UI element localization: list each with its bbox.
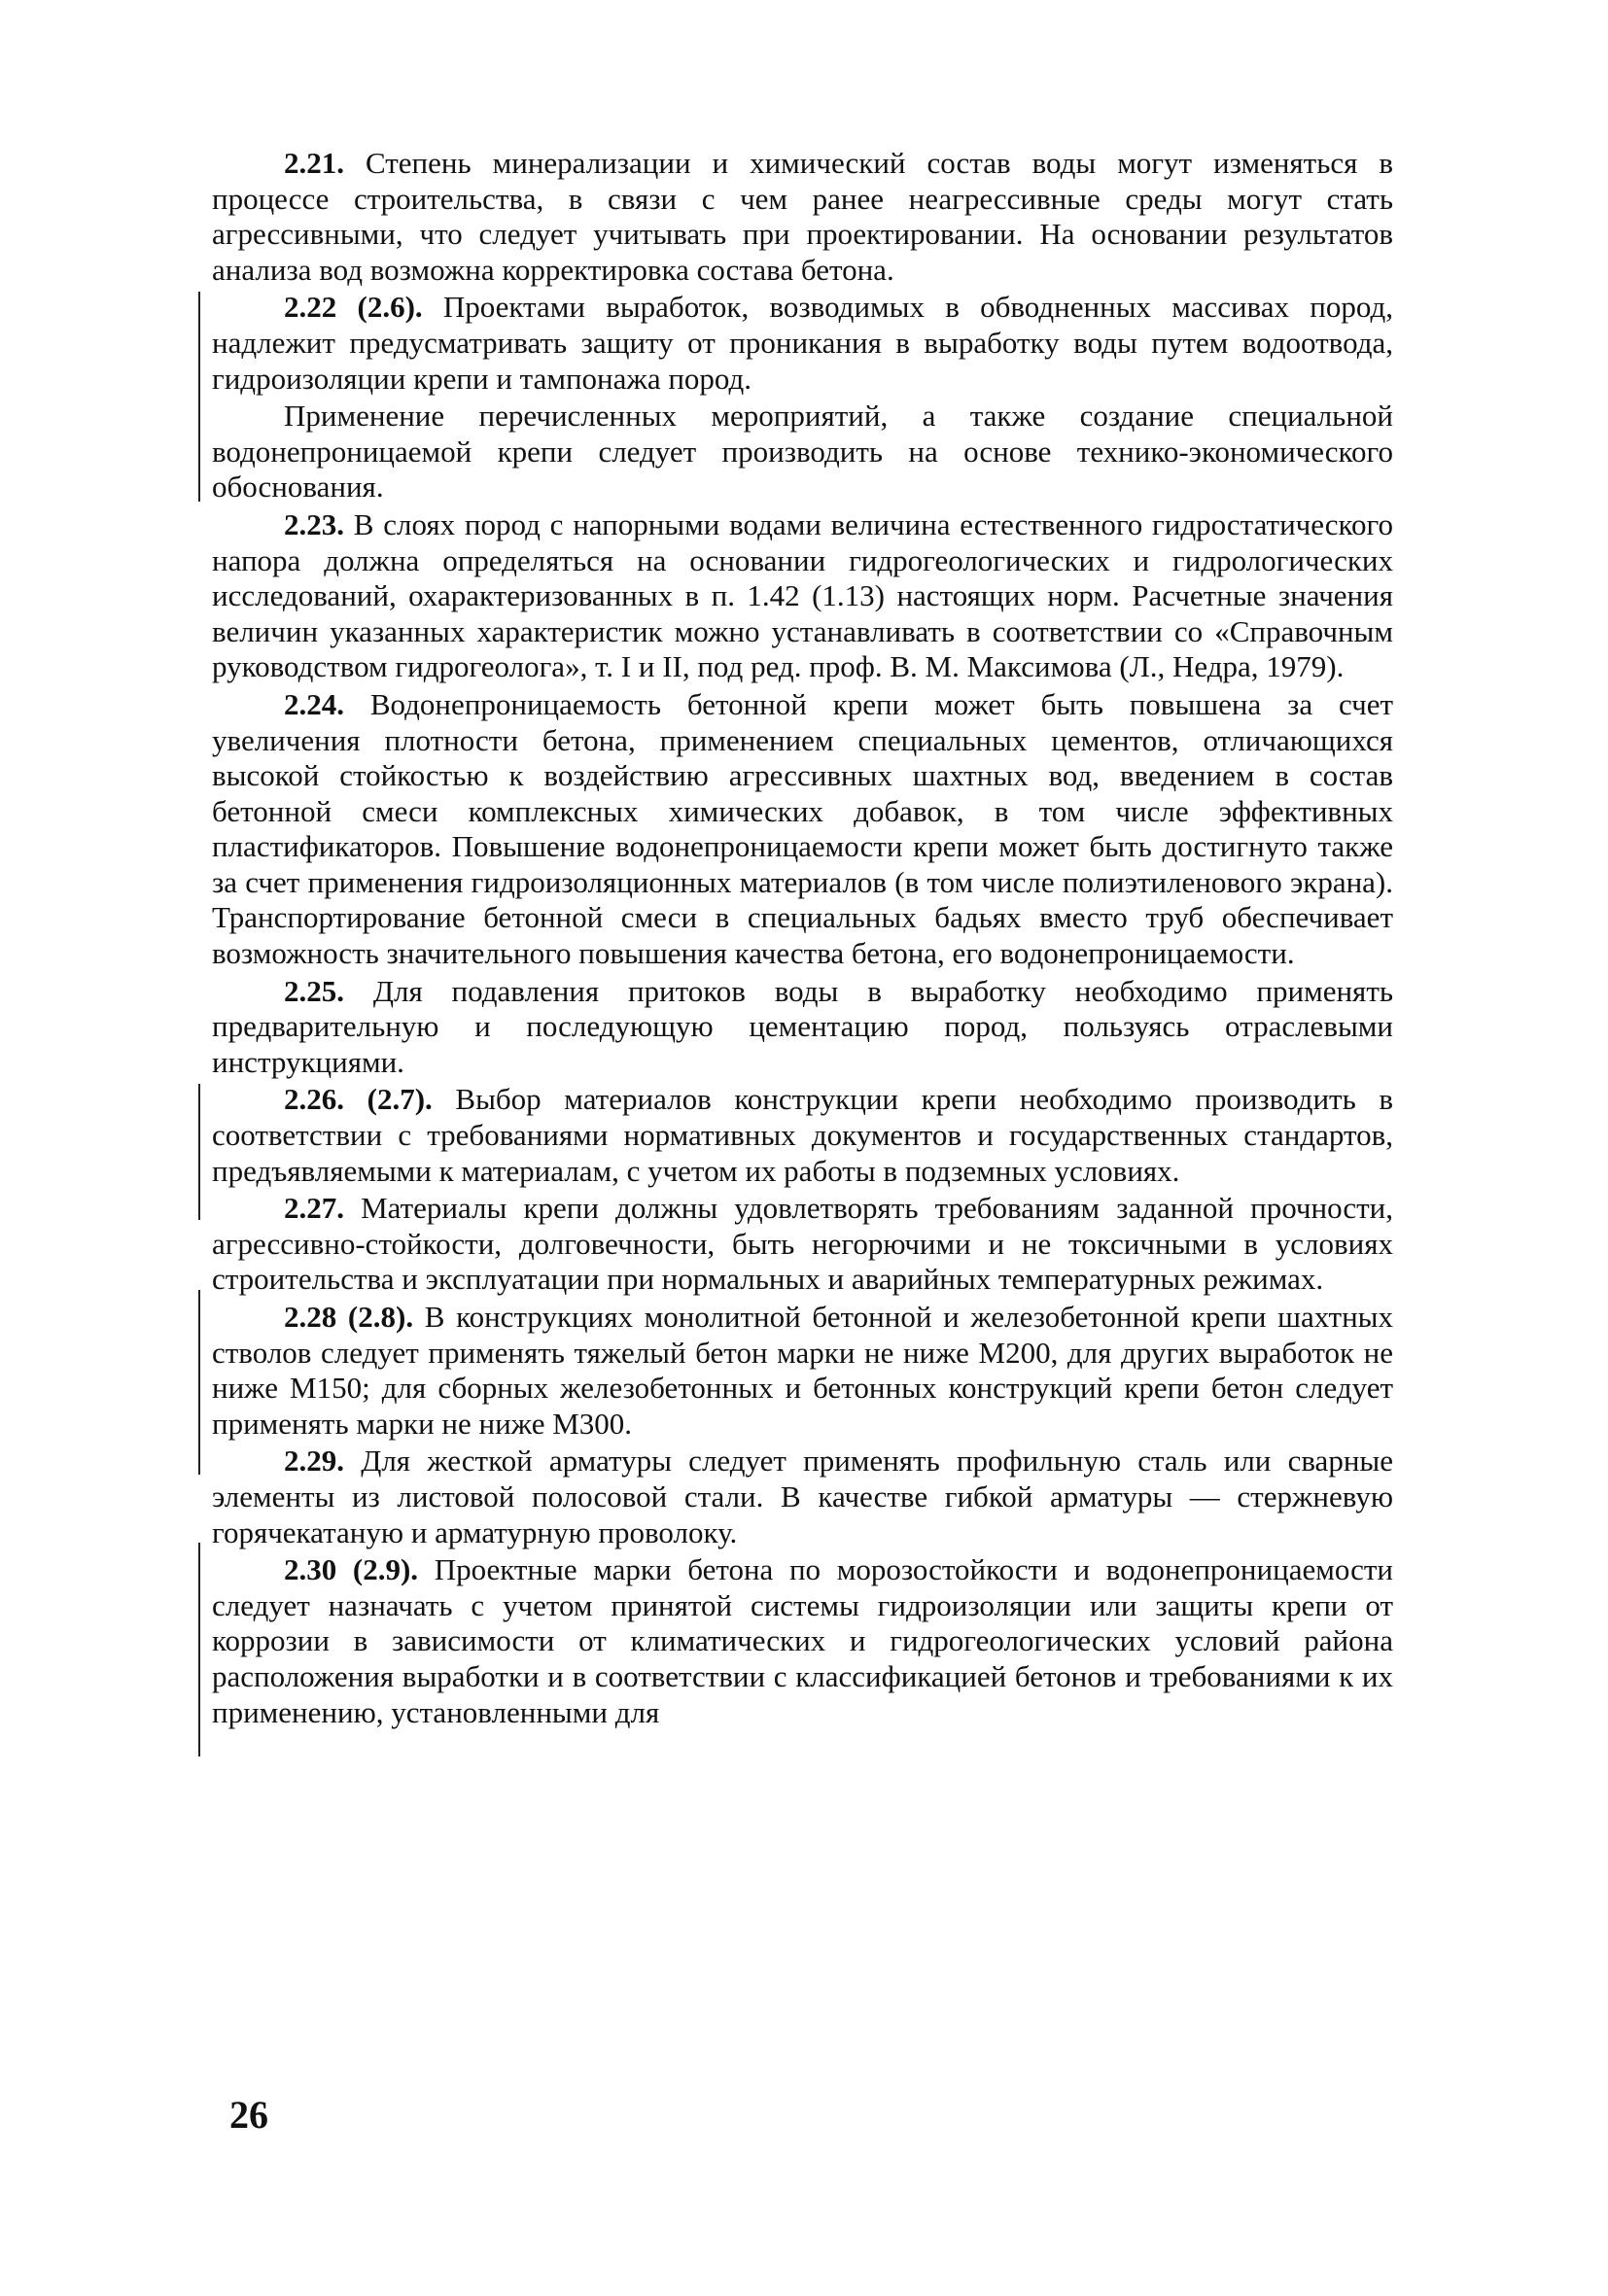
paragraph-number: 2.27. <box>284 1191 344 1226</box>
revision-bar <box>198 1084 200 1220</box>
paragraph-2-21 <box>212 146 1393 288</box>
paragraph-2-27 <box>212 1191 1393 1298</box>
paragraph-text: Применение перечисленных мероприятий, а также создание специальной водонепроницаемой крепи следует производить на основе технико-экономического обоснования. <box>212 399 1393 504</box>
paragraph-text: Для жесткой арматуры следует применять профильную сталь или сварные элементы из листовой полосовой стали. В качестве гибкой арматуры — стержневую горячекатаную и арматурную проволоку. <box>212 1444 1393 1549</box>
paragraph-number: 2.23. <box>284 506 344 541</box>
paragraph-2-30 <box>212 1552 1393 1730</box>
revision-bar <box>198 1543 200 1757</box>
paragraph-2-22-continuation <box>212 399 1393 505</box>
paragraph-number: 2.30 (2.9). <box>284 1552 419 1587</box>
paragraph-2-26 <box>212 1082 1393 1189</box>
paragraph-2-29 <box>212 1444 1393 1550</box>
paragraph-text: Материалы крепи должны удовлетворять требованиям заданной прочности, агрессивно-стойкости, долговечности, быть негорючими и не токсичными в условиях строительства и эксплуатации при нормальных и аварийных температурных режимах. <box>212 1191 1393 1297</box>
paragraph-number: 2.24. <box>284 686 344 721</box>
paragraph-2-23 <box>212 507 1393 685</box>
revision-bar <box>198 399 200 502</box>
paragraph-text: Проектами выработок, возводимых в обводненных массивах пород, надлежит предусматривать защиту от проникания в выработку воды путем водоотвода, гидроизоляции крепи и тампонажа пород. <box>212 290 1393 396</box>
body-text <box>212 146 1393 1732</box>
paragraph-text: В слоях пород с напорными водами величина естественного гидростатического напора должна определяться на основании гидрогеологических и гидрологических исследований, охарактеризованных в п. 1.42 (1.13) настоящих норм. Расчетные значения величин указанных характеристик можно устанавливать в соответствии со «Справочным руководством гидрогеолога», т. I и II, под ред. проф. В. М. Максимова (Л., Недра, 1979). <box>212 506 1393 684</box>
paragraph-number: 2.21. <box>284 146 344 180</box>
paragraph-number: 2.28 (2.8). <box>284 1300 414 1334</box>
paragraph-number: 2.29. <box>284 1444 344 1478</box>
paragraph-2-28 <box>212 1300 1393 1442</box>
revision-bar <box>198 1290 200 1475</box>
paragraph-number: 2.25. <box>284 973 344 1008</box>
paragraph-2-24 <box>212 687 1393 972</box>
paragraph-text: Степень минерализации и химический состав воды могут изменяться в процессе строительства, в связи с чем ранее неагрессивные среды могут стать агрессивными, что следует учитывать при проектировании. На основании результатов анализа вод возможна корректировка состава бетона. <box>212 146 1393 287</box>
page-number: 26 <box>229 2093 268 2137</box>
paragraph-2-25 <box>212 974 1393 1081</box>
paragraph-text: Проектные марки бетона по морозостойкости и водонепроницаемости следует назначать с учетом принятой системы гидроизоляции или защиты крепи от коррозии в зависимости от климатических и гидрогеологических условий района расположения выработки и в соответствии с классификацией бетонов и требованиями к их применению, установленными для <box>212 1552 1393 1729</box>
paragraph-text: В конструкциях монолитной бетонной и железобетонной крепи шахтных стволов следует применять тяжелый бетон марки не ниже М200, для других выработок не ниже М150; для сборных железобетонных и бетонных конструкций крепи бетон следует применять марки не ниже М300. <box>212 1300 1393 1441</box>
paragraph-number: 2.26. (2.7). <box>284 1082 433 1117</box>
paragraph-number: 2.22 (2.6). <box>284 290 423 325</box>
paragraph-2-22 <box>212 290 1393 397</box>
revision-bar <box>198 292 200 399</box>
paragraph-text: Для подавления притоков воды в выработку необходимо применять предварительную и последующую цементацию пород, пользуясь отраслевыми инструкциями. <box>212 973 1393 1079</box>
paragraph-text: Водонепроницаемость бетонной крепи может быть повышена за счет увеличения плотности бетона, применением специальных цементов, отличающихся высокой стойкостью к воздействию агрессивных шахтных вод, введением в состав бетонной смеси комплексных химических добавок, в том числе эффективных пластификаторов. Повышение водонепроницаемости крепи может быть достигнуто также за счет применения гидроизоляционных материалов (в том числе полиэтиленового экрана). Транспортирование бетонной смеси в специальных бадьях вместо труб обеспечивает возможность значительного повышения качества бетона, его водонепроницаемости. <box>212 686 1393 971</box>
paragraph-text: Выбор материалов конструкции крепи необходимо производить в соответствии с требованиями нормативных документов и государственных стандартов, предъявляемыми к материалам, с учетом их работы в подземных условиях. <box>212 1082 1393 1188</box>
